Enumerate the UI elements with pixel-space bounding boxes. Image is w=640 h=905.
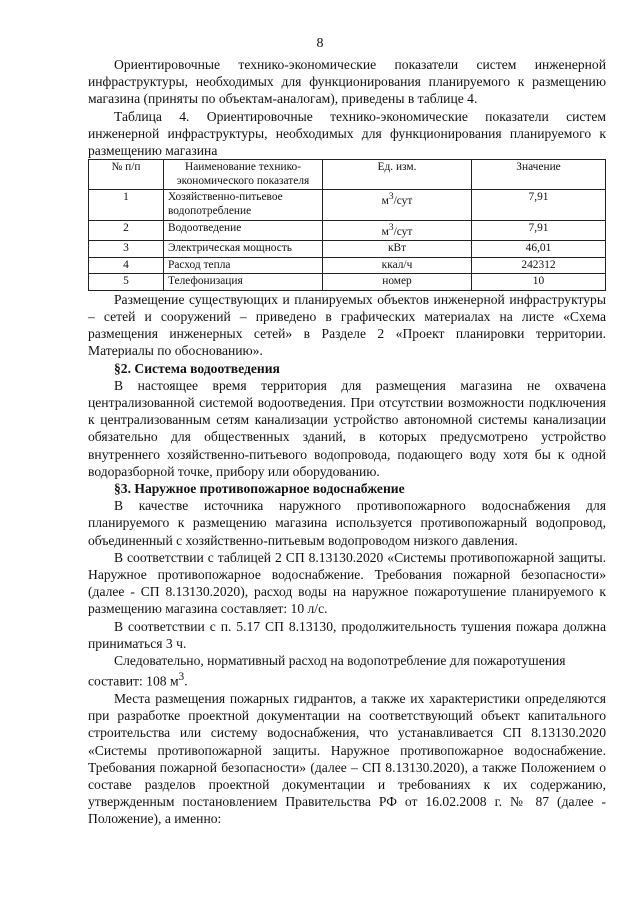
row-unit: ккал/ч (323, 257, 472, 274)
table-row (89, 240, 606, 257)
section-3-paragraph-5: Места размещения пожарных гидрантов, а также их характеристики определяются при разработке проектной документации на соответствующий объект капитального строительства или систему водоснабжения, что устанавливается СП 8.13130.2020 «Системы противопожарной защиты. Наружное противопожарное водоснабжение. Требования пожарной безопасности» (далее – СП 8.13130.2020), а также Положением о составе разделов проектной документации и требованиях к их содержанию, утвержденным постановлением Правительства РФ от 16.02.2008 г. № 87 (далее - Положение), а именно: (88, 690, 606, 827)
row-indicator: Электрическая мощность (164, 240, 323, 257)
header-number: № п/п (89, 160, 164, 190)
header-indicator: Наименование технико-экономического показателя (164, 160, 323, 190)
row-number: 2 (89, 220, 164, 240)
section-3-heading: §3. Наружное противопожарное водоснабжение (114, 481, 405, 496)
table-row (89, 257, 606, 274)
row-value: 46,01 (472, 240, 606, 257)
section-3-paragraph-4: Следовательно, нормативный расход на водопотребление для пожаротушения составит: 108 $м^3$. (88, 653, 566, 689)
row-number: 1 (89, 190, 164, 220)
row-indicator: Расход тепла (164, 257, 323, 274)
section-2-paragraph: В настоящее время территория для размещения магазина не охвачена централизованной системой водоотведения. При отсутствии возможности подключения к централизованным сетям канализации устройство автономной системы канализации обязательно для общественных зданий, в которых предусмотрено устройство внутреннего хозяйственно-питьевого водопровода, подающего воду хотя бы к одной водоразборной точке, прибору или оборудованию. (88, 377, 606, 479)
section-2-heading: §2. Система водоотведения (114, 360, 280, 376)
row-unit: кВт (323, 240, 472, 257)
header-value: Значение (472, 160, 606, 190)
row-unit: $м^3$/сут (323, 220, 472, 240)
placement-paragraph: Размещение существующих и планируемых объектов инженерной инфраструктуры – сетей и сооружений – приведено в графических материалах на листе «Схема размещения инженерных сетей» в Разделе 2 «Проект планировки территории. Материалы по обоснованию». (88, 291, 606, 359)
section-3-paragraph-3: В соответствии с п. 5.17 СП 8.13130, продолжительность тушения пожара должна приниматься 3 ч. (88, 618, 606, 651)
row-number: 3 (89, 240, 164, 257)
indicators-table (88, 159, 606, 291)
table-row (89, 220, 606, 240)
row-unit: номер (323, 274, 472, 291)
row-value: 10 (472, 274, 606, 291)
row-indicator: Водоотведение (164, 220, 323, 240)
row-indicator: Телефонизация (164, 274, 323, 291)
row-number: 5 (89, 274, 164, 291)
row-unit: $м^3$/сут (323, 190, 472, 220)
intro-paragraph: Ориентировочные технико-экономические показатели систем инженерной инфраструктуры, необходимых для функционирования планируемого к размещению магазина (приняты по объектам-аналогам), приведены в таблице 4. (88, 57, 606, 107)
table-caption: Таблица 4. Ориентировочные технико-экономические показатели систем инженерной инфраструктуры, необходимых для функционирования планируемого к размещению магазина (88, 108, 606, 159)
row-value: 242312 (472, 257, 606, 274)
row-value: 7,91 (472, 190, 606, 220)
row-number: 4 (89, 257, 164, 274)
section-3-paragraph-1: В качестве источника наружного противопожарного водоснабжения для планируемого к размещению магазина используется противопожарный водопровод, объединенный с хозяйственно-питьевым водопроводом низкого давления. (88, 498, 606, 548)
row-value: 7,91 (472, 220, 606, 240)
table-row (89, 190, 606, 220)
table-header-row (89, 160, 606, 190)
page-number: 8 (316, 36, 324, 51)
table-row (89, 274, 606, 291)
page-body (88, 56, 606, 828)
row-indicator: Хозяйственно-питьевое водопотребление (164, 190, 323, 220)
header-unit: Ед. изм. (323, 160, 472, 190)
section-3-paragraph-2: В соответствии с таблицей 2 СП 8.13130.2020 «Системы противопожарной защиты. Наружное противопожарное водоснабжение. Требования пожарной безопасности» (далее - СП 8.13130.2020), расход воды на наружное пожаротушение планируемого к размещению магазина составляет: 10 л/с. (88, 549, 606, 617)
